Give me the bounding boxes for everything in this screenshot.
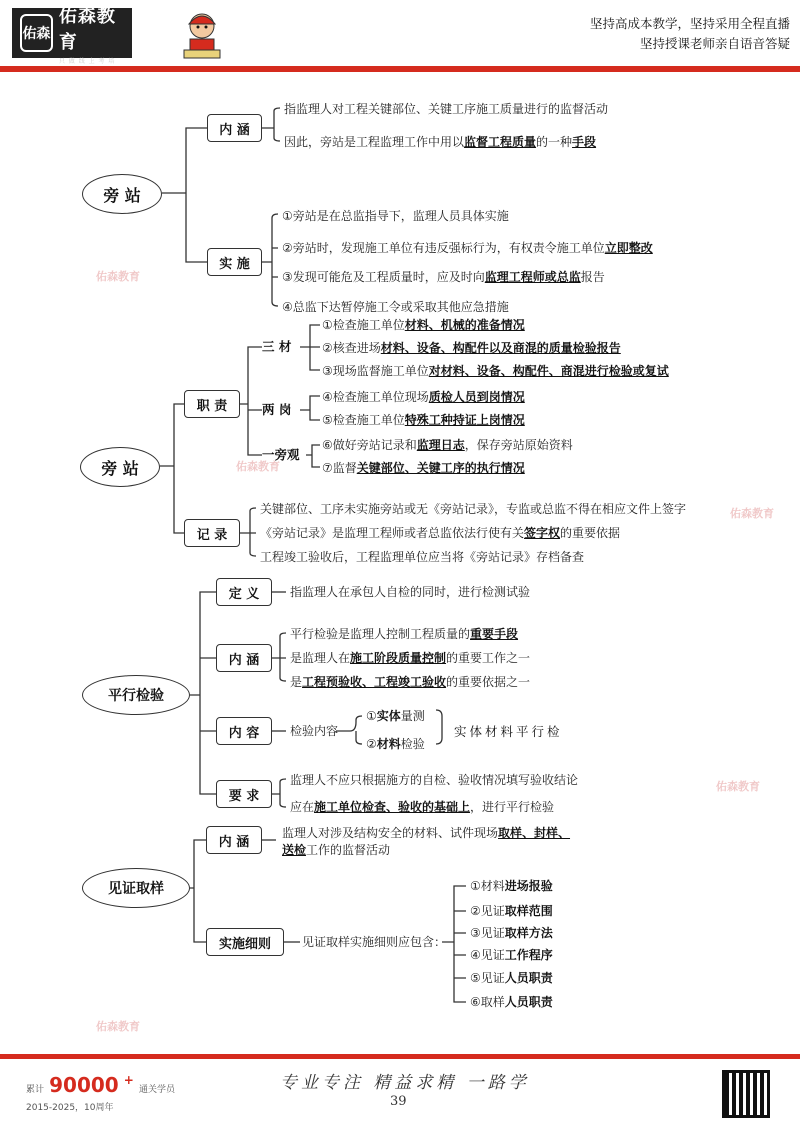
- xize-item-3: ③见证取样方法: [470, 926, 553, 940]
- logo-name: 佑森教育: [58, 5, 116, 53]
- node-pangzhan-2: 旁 站: [80, 447, 160, 487]
- jilu-item-1: 关键部位、工序未实施旁站或无《旁站记录》，专监或总监不得在相应文件上签字: [260, 502, 687, 516]
- zhize-item-4: ④检查施工单位现场质检人员到岗情况: [322, 390, 525, 404]
- node-shishi: 实 施: [207, 248, 262, 276]
- neirong-item-2: ②材料检验: [366, 737, 425, 751]
- neihan-line-2: 因此，旁站是工程监理工作中用以监督工程质量的一种手段: [284, 135, 597, 149]
- handwritten-signature: 专业专注 精益求精 一路学: [280, 1073, 530, 1093]
- slogan-line-1: 坚持高成本教学，坚持采用全程直播: [589, 16, 790, 31]
- node-dingyi: 定 义: [216, 578, 272, 606]
- shishi-item-2: ②旁站时，发现施工单位有违反强标行为，有权责令施工单位立即整改: [282, 241, 653, 255]
- node-yaoqiu: 要 求: [216, 780, 272, 808]
- footer-stats: [26, 1073, 175, 1113]
- node-jilu: 记 录: [184, 519, 240, 547]
- yaoqiu-item-2: 应在施工单位检查、验收的基础上，进行平行检验: [290, 800, 555, 814]
- xize-item-2: ②见证取样范围: [470, 904, 553, 918]
- footer-divider: [0, 1054, 800, 1059]
- node-zhize: 职 责: [184, 390, 240, 418]
- logo-seal-icon: 佑森: [20, 14, 53, 52]
- xize-item-4: ④见证工作程序: [470, 948, 553, 962]
- shishi-item-3: ③发现可能危及工程质量时，应及时向监理工程师或总监报告: [282, 270, 605, 284]
- footer-plus: +: [123, 1073, 134, 1087]
- label-yipangguan: 一旁观: [262, 447, 300, 462]
- neihan-line-1: 指监理人对工程关键部位、关键工序施工质量进行的监督活动: [284, 102, 609, 116]
- dingyi-item-1: 指监理人在承包人自检的同时，进行检测试验: [290, 585, 531, 599]
- zhize-item-3: ③现场监督施工单位对材料、设备、构配件、商混进行检验或复试: [322, 364, 669, 378]
- watermark: 佑森教育: [716, 780, 760, 793]
- page-number: 39: [390, 1094, 407, 1109]
- node-shishi-xize: 实施细则: [206, 928, 284, 956]
- qr-code-icon: [722, 1070, 770, 1118]
- pingxing-neihan-1: 平行检验是监理人控制工程质量的重要手段: [290, 627, 519, 641]
- zhize-item-6: ⑥做好旁站记录和监理日志，保存旁站原始资料: [322, 438, 573, 452]
- label-liangang: 两 岗: [262, 402, 292, 417]
- watermark: 佑森教育: [96, 270, 140, 283]
- jilu-item-3: 工程竣工验收后，工程监理单位应当将《旁站记录》存档备查: [260, 550, 585, 564]
- pingxing-neihan-2: 是监理人在施工阶段质量控制的重要工作之一: [290, 651, 531, 665]
- zhize-item-7: ⑦监督关键部位、关键工序的执行情况: [322, 461, 525, 475]
- watermark: 佑森教育: [96, 1020, 140, 1033]
- zhize-item-1: ①检查施工单位材料、机械的准备情况: [322, 318, 525, 332]
- neirong-intro: 检验内容: [290, 724, 339, 738]
- footer-prefix: 累计: [26, 1085, 45, 1095]
- xize-intro: 见证取样实施细则应包含：: [302, 935, 447, 949]
- jianzheng-neihan-1: 监理人对涉及结构安全的材料、试件现场取样、封样、: [282, 826, 571, 840]
- zhize-item-5: ⑤检查施工单位特殊工种持证上岗情况: [322, 413, 525, 427]
- node-jianzheng-quyang: 见证取样: [82, 868, 190, 908]
- node-neihan-3: 内 涵: [216, 644, 272, 672]
- node-neirong: 内 容: [216, 717, 272, 745]
- node-pangzhan-1: 旁 站: [82, 174, 162, 214]
- footer-suffix: 通关学员: [138, 1085, 175, 1095]
- node-pingxing-jianyan: 平行检验: [82, 675, 190, 715]
- shishi-item-4: ④总监下达暂停施工令或采取其他应急措施: [282, 300, 509, 314]
- jianzheng-neihan-2: 送检工作的监督活动: [282, 843, 391, 857]
- zhize-item-2: ②核查进场材料、设备、构配件以及商混的质量检验报告: [322, 341, 621, 355]
- watermark: 佑森教育: [730, 507, 774, 520]
- node-neihan: 内 涵: [207, 114, 262, 142]
- pingxing-neihan-3: 是工程预验收、工程竣工验收的重要依据之一: [290, 675, 531, 689]
- footer-years: 2015-2025，10周年: [26, 1103, 114, 1113]
- handwritten-note: 实体材料平行检: [454, 724, 563, 739]
- xize-item-6: ⑥取样人员职责: [470, 995, 553, 1009]
- yaoqiu-item-1: 监理人不应只根据施方的自检、验收情况填写验收结论: [290, 773, 579, 787]
- node-neihan-4: 内 涵: [206, 826, 262, 854]
- neirong-item-1: ①实体量测: [366, 709, 425, 723]
- logo-subtitle: 只 做 线 上 考 培: [58, 57, 116, 65]
- xize-item-1: ①材料进场报验: [470, 879, 553, 893]
- label-sancai: 三 材: [262, 339, 292, 354]
- watermark: 佑森教育: [236, 460, 280, 473]
- xize-item-5: ⑤见证人员职责: [470, 971, 553, 985]
- slogan-line-2: 坚持授课老师亲自语音答疑: [639, 36, 790, 51]
- jilu-item-2: 《旁站记录》是监理工程师或者总监依法行使有关签字权的重要依据: [260, 526, 621, 540]
- footer-number: 90000: [49, 1073, 119, 1097]
- shishi-item-1: ①旁站是在总监指导下，监理人员具体实施: [282, 209, 509, 223]
